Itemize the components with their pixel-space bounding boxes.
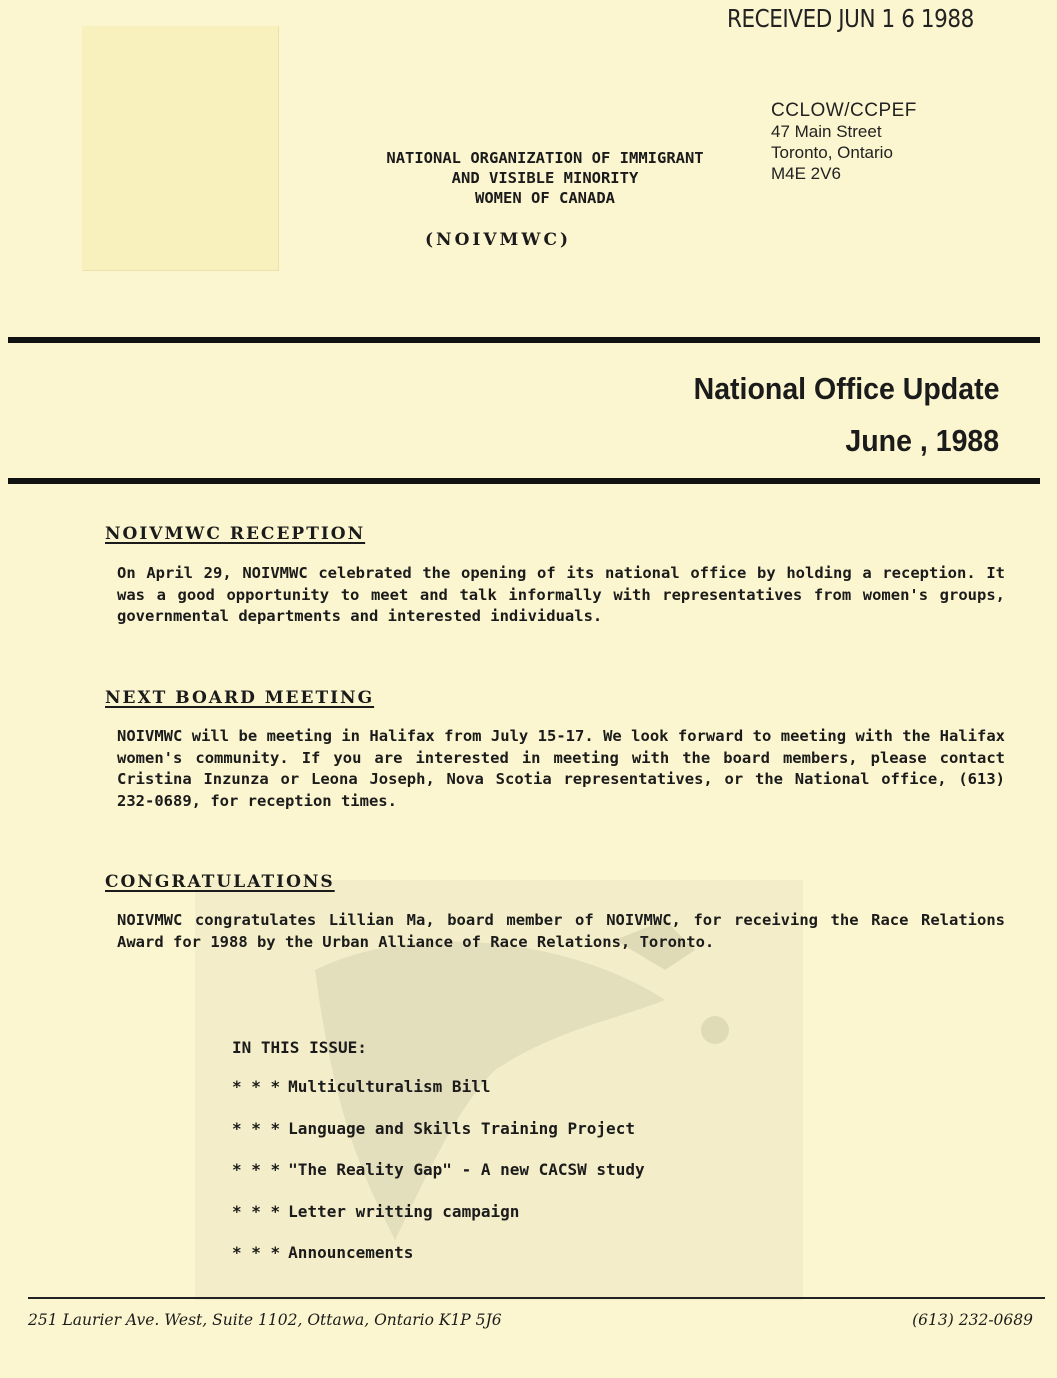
list-item <box>232 1119 645 1161</box>
list-item <box>232 1077 645 1119</box>
in-this-issue-heading: IN THIS ISSUE: <box>232 1038 367 1057</box>
address-line: 47 Main Street <box>771 122 882 141</box>
organization-acronym: (NOIVMWC) <box>425 230 572 250</box>
bullet-stars: * * * <box>232 1160 281 1179</box>
divider-top <box>8 337 1040 343</box>
bullet-stars: * * * <box>232 1201 281 1221</box>
tape-patch <box>82 26 279 271</box>
org-line: NATIONAL ORGANIZATION OF IMMIGRANT <box>386 149 704 167</box>
footer-address: 251 Laurier Ave. West, Suite 1102, Ottawa, Ontario K1P 5J6 <box>28 1311 502 1329</box>
list-item-label: "The Reality Gap" - A new CACSW study <box>288 1160 645 1179</box>
org-line: WOMEN OF CANADA <box>475 189 615 207</box>
list-item-label: Multiculturalism Bill <box>288 1077 491 1096</box>
list-item-label: Announcements <box>288 1243 414 1262</box>
section-body-board-meeting: NOIVMWC will be meeting in Halifax from July 15-17. We look forward to meeting with the Halifax women's community. If you are interested in meeting with the board members, please contact Cristina Inzunza or Leona Joseph, Nova Scotia representatives, or the National office, (613) 232-0689, for reception times. <box>117 727 1005 810</box>
footer-phone: (613) 232-0689 <box>912 1311 1033 1329</box>
section-heading-reception: NOIVMWC RECEPTION <box>105 524 366 544</box>
in-this-issue-list <box>232 1077 645 1285</box>
list-item-label: Language and Skills Training Project <box>288 1118 635 1138</box>
section-heading-congratulations: CONGRATULATIONS <box>105 872 335 892</box>
bullet-stars: * * * <box>232 1077 281 1096</box>
address-line: M4E 2V6 <box>771 164 841 183</box>
footer-divider <box>28 1297 1045 1299</box>
organization-name <box>300 148 790 208</box>
list-item <box>232 1160 645 1202</box>
update-date: June , 1988 <box>845 423 999 458</box>
section-body-reception: On April 29, NOIVMWC celebrated the opening of its national office by holding a reception. It was a good opportunity to meet and talk informally with representatives from women's groups, governmental departments and interested individuals. <box>117 564 1005 625</box>
org-line: AND VISIBLE MINORITY <box>451 169 639 187</box>
divider-bottom <box>8 478 1040 484</box>
list-item <box>232 1202 645 1244</box>
section-body-congratulations: NOIVMWC congratulates Lillian Ma, board member of NOIVMWC, for receiving the Race Relations Award for 1988 by the Urban Alliance of Race Relations, Toronto. <box>117 911 1005 951</box>
list-item <box>232 1243 645 1285</box>
bullet-stars: * * * <box>232 1118 281 1138</box>
address-line: Toronto, Ontario <box>771 143 893 162</box>
bullet-stars: * * * <box>232 1243 281 1262</box>
received-stamp: RECEIVED JUN 1 6 1988 <box>727 4 974 33</box>
address-line: CCLOW/CCPEF <box>771 100 917 121</box>
update-title: National Office Update <box>693 371 999 406</box>
list-item-label: Letter writting campaign <box>288 1201 520 1221</box>
sender-address-stamp <box>771 100 917 184</box>
section-heading-board-meeting: NEXT BOARD MEETING <box>105 688 375 708</box>
